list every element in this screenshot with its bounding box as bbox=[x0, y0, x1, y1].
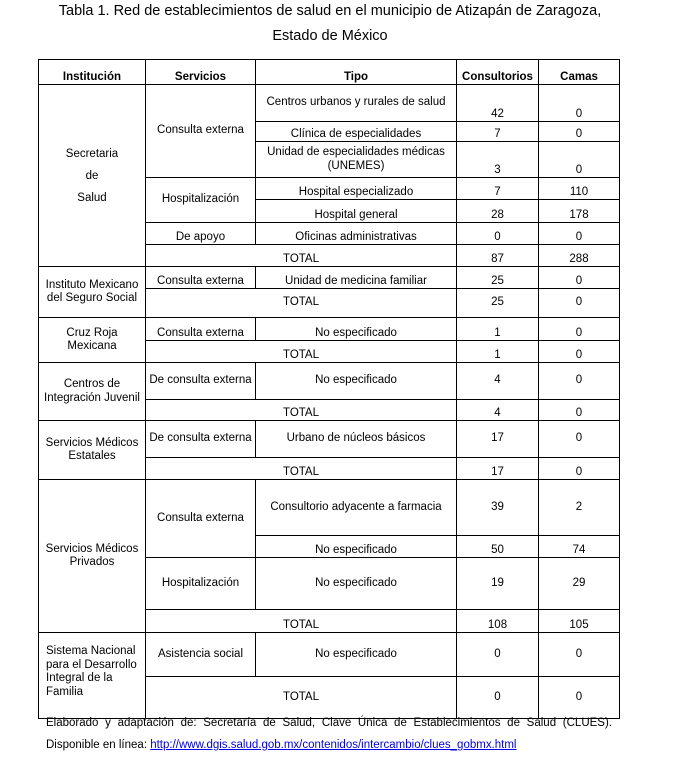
type-cell: No especificado bbox=[256, 633, 457, 677]
source-link[interactable]: http://www.dgis.salud.gob.mx/contenidos/intercambio/clues_gobmx.html bbox=[150, 739, 517, 751]
institution-cell: Cruz Roja Mexicana bbox=[39, 318, 146, 363]
service-cell: Consulta externa bbox=[146, 318, 256, 341]
header-servicios: Servicios bbox=[146, 60, 256, 85]
type-cell: No especificado bbox=[256, 318, 457, 341]
source-note: Elaborado y adaptación de: Secretaría de Salud, Clave Única de Establecimientos de Salud (CLUES). bbox=[46, 717, 612, 729]
total-consultorios: 108 bbox=[457, 610, 539, 633]
consultorios-cell: 0 bbox=[457, 223, 539, 245]
consultorios-cell: 19 bbox=[457, 558, 539, 610]
consultorios-cell: 28 bbox=[457, 200, 539, 223]
header-camas: Camas bbox=[539, 60, 620, 85]
table-row bbox=[39, 633, 620, 677]
type-cell: Clínica de especialidades bbox=[256, 122, 457, 142]
camas-cell: 74 bbox=[539, 536, 620, 558]
header-consultorios: Consultorios bbox=[457, 60, 539, 85]
type-cell: Consultorio adyacente a farmacia bbox=[256, 480, 457, 536]
institution-cell: Centros de Integración Juvenil bbox=[39, 363, 146, 421]
institution-name-line: Secretaria bbox=[65, 147, 119, 160]
consultorios-cell: 25 bbox=[457, 267, 539, 289]
consultorios-cell: 3 bbox=[457, 142, 539, 178]
table-row bbox=[39, 363, 620, 400]
type-cell: Centros urbanos y rurales de salud bbox=[256, 85, 457, 122]
total-label: TOTAL bbox=[146, 245, 457, 267]
total-label: TOTAL bbox=[146, 458, 457, 480]
camas-cell: 0 bbox=[539, 318, 620, 341]
type-cell: Oficinas administrativas bbox=[256, 223, 457, 245]
total-consultorios: 1 bbox=[457, 341, 539, 363]
consultorios-cell: 17 bbox=[457, 421, 539, 458]
table-row bbox=[39, 85, 620, 122]
service-cell: De apoyo bbox=[146, 223, 256, 245]
consultorios-cell: 50 bbox=[457, 536, 539, 558]
type-cell: Unidad de medicina familiar bbox=[256, 267, 457, 289]
service-cell: Hospitalización bbox=[146, 178, 256, 223]
type-cell: No especificado bbox=[256, 558, 457, 610]
table-title-line2: Estado de México bbox=[272, 28, 388, 44]
service-cell: Consulta externa bbox=[146, 480, 256, 558]
table-row bbox=[39, 318, 620, 341]
total-camas: 0 bbox=[539, 400, 620, 421]
service-cell: De consulta externa bbox=[146, 421, 256, 458]
consultorios-cell: 42 bbox=[457, 85, 539, 122]
table-row bbox=[39, 267, 620, 289]
institution-name-line: de bbox=[85, 169, 99, 182]
availability-note bbox=[46, 738, 516, 752]
institution-cell: Instituto Mexicano del Seguro Social bbox=[39, 267, 146, 318]
total-label: TOTAL bbox=[146, 400, 457, 421]
camas-cell: 0 bbox=[539, 122, 620, 142]
availability-prefix: Disponible en línea: bbox=[46, 739, 151, 751]
total-camas: 0 bbox=[539, 289, 620, 318]
total-camas: 0 bbox=[539, 341, 620, 363]
total-camas: 0 bbox=[539, 458, 620, 480]
service-cell: Consulta externa bbox=[146, 85, 256, 178]
type-cell: Hospital especializado bbox=[256, 178, 457, 200]
consultorios-cell: 4 bbox=[457, 363, 539, 400]
consultorios-cell: 1 bbox=[457, 318, 539, 341]
total-camas: 0 bbox=[539, 677, 620, 719]
type-cell: Urbano de núcleos básicos bbox=[256, 421, 457, 458]
header-row bbox=[39, 60, 620, 85]
camas-cell: 29 bbox=[539, 558, 620, 610]
header-tipo: Tipo bbox=[256, 60, 457, 85]
service-cell: Asistencia social bbox=[146, 633, 256, 677]
service-cell: De consulta externa bbox=[146, 363, 256, 400]
consultorios-cell: 0 bbox=[457, 633, 539, 677]
camas-cell: 0 bbox=[539, 363, 620, 400]
camas-cell: 0 bbox=[539, 267, 620, 289]
type-cell: No especificado bbox=[256, 363, 457, 400]
total-consultorios: 25 bbox=[457, 289, 539, 318]
service-cell: Hospitalización bbox=[146, 558, 256, 610]
header-institucion: Institución bbox=[39, 60, 146, 85]
type-cell: Unidad de especialidades médicas (UNEMES) bbox=[256, 142, 457, 178]
institution-name-line: Salud bbox=[77, 191, 107, 204]
total-label: TOTAL bbox=[146, 289, 457, 318]
total-consultorios: 4 bbox=[457, 400, 539, 421]
camas-cell: 0 bbox=[539, 421, 620, 458]
total-camas: 288 bbox=[539, 245, 620, 267]
total-label: TOTAL bbox=[146, 341, 457, 363]
institution-cell: Servicios Médicos Estatales bbox=[39, 421, 146, 480]
table-row bbox=[39, 480, 620, 536]
total-camas: 105 bbox=[539, 610, 620, 633]
consultorios-cell: 39 bbox=[457, 480, 539, 536]
camas-cell: 2 bbox=[539, 480, 620, 536]
service-cell: Consulta externa bbox=[146, 267, 256, 289]
camas-cell: 0 bbox=[539, 633, 620, 677]
camas-cell: 0 bbox=[539, 142, 620, 178]
consultorios-cell: 7 bbox=[457, 178, 539, 200]
camas-cell: 110 bbox=[539, 178, 620, 200]
table-title: Tabla 1. Red de establecimientos de salud en el municipio de Atizapán de Zaragoza, bbox=[58, 3, 602, 19]
total-consultorios: 87 bbox=[457, 245, 539, 267]
camas-cell: 0 bbox=[539, 223, 620, 245]
table-row bbox=[39, 421, 620, 458]
camas-cell: 178 bbox=[539, 200, 620, 223]
institution-cell bbox=[39, 85, 146, 267]
type-cell: No especificado bbox=[256, 536, 457, 558]
institution-cell: Sistema Nacional para el Desarrollo Integral de la Familia bbox=[39, 633, 146, 719]
health-establishments-table bbox=[38, 59, 620, 719]
total-label: TOTAL bbox=[146, 610, 457, 633]
type-cell: Hospital general bbox=[256, 200, 457, 223]
total-label: TOTAL bbox=[146, 677, 457, 719]
institution-cell: Servicios Médicos Privados bbox=[39, 480, 146, 633]
total-consultorios: 17 bbox=[457, 458, 539, 480]
consultorios-cell: 7 bbox=[457, 122, 539, 142]
total-consultorios: 0 bbox=[457, 677, 539, 719]
camas-cell: 0 bbox=[539, 85, 620, 122]
